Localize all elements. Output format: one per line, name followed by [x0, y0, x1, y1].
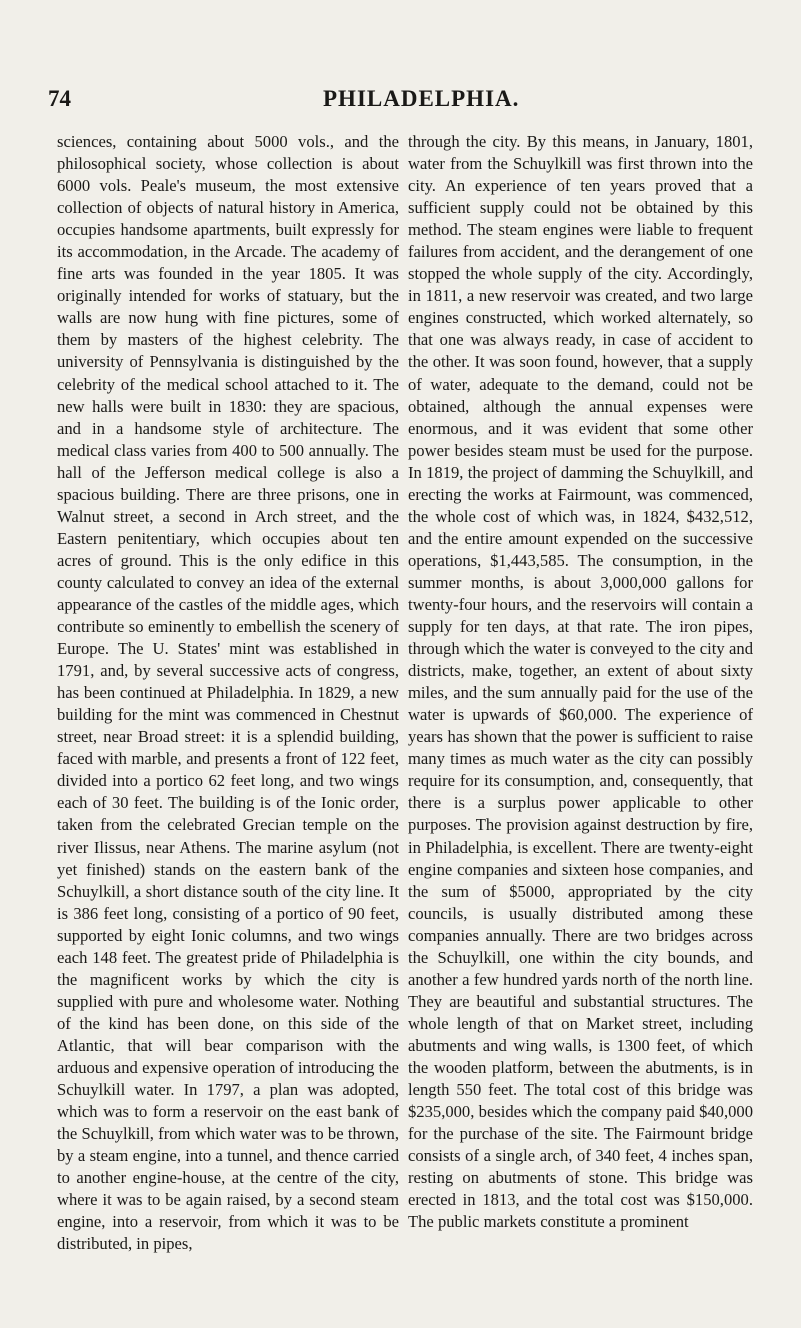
text-column-left: [57, 131, 399, 1255]
body-text-left: sciences, containing about 5000 vols., and the philosophical society, whose collection is about 6000 vols. Peale's museum, the most extensive collection of objects of natural history in America, occupies handsome apartments, built expressly for its accommodation, in the Arcade. The academy of fine arts was founded in the year 1805. It was originally intended for works of statuary, but the walls are now hung with fine pictures, some of them by masters of the highest celebrity. The university of Pennsylvania is distinguished by the celebrity of the medical school attached to it. The new halls were built in 1830: they are spacious, and in a handsome style of architecture. The medical class varies from 400 to 500 annually. The hall of the Jefferson medical college is also a spacious building. There are three prisons, one in Walnut street, a second in Arch street, and the Eastern penitentiary, which occupies about ten acres of ground. This is the only edifice in this county calculated to convey an idea of the external appearance of the castles of the middle ages, which contribute so eminently to embellish the scenery of Europe. The U. States' mint was established in 1791, and, by several successive acts of congress, has been continued at Philadelphia. In 1829, a new building for the mint was commenced in Chestnut street, near Broad street: it is a splendid building, faced with marble, and presents a front of 122 feet, divided into a portico 62 feet long, and two wings each of 30 feet. The building is of the Ionic order, taken from the celebrated Grecian temple on the river Ilissus, near Athens. The marine asylum (not yet finished) stands on the eastern bank of the Schuylkill, a short distance south of the city line. It is 386 feet long, consisting of a portico of 90 feet, supported by eight Ionic columns, and two wings each 148 feet. The greatest pride of Philadelphia is the magnificent works by which the city is supplied with pure and wholesome water. Nothing of the kind has been done, on this side of the Atlantic, that will bear comparison with the arduous and expensive operation of introducing the Schuylkill water. In 1797, a plan was adopted, which was to form a reservoir on the east bank of the Schuylkill, from which water was to be thrown, by a steam engine, into a tunnel, and thence carried to another engine-house, at the centre of the city, where it was to be again raised, by a second steam engine, into a reservoir, from which it was to be distributed, in pipes,: [57, 132, 399, 1254]
running-head: PHILADELPHIA.: [323, 86, 520, 111]
page-number: 74: [48, 86, 71, 111]
body-text-right: through the city. By this means, in January, 1801, water from the Schuylkill was first thrown into the city. An experience of ten years proved that a sufficient supply could not be obtained by this method. The steam engines were liable to frequent failures from accident, and the derangement of one stopped the whole supply of the city. Accordingly, in 1811, a new reservoir was created, and two large engines constructed, which worked alternately, so that one was always ready, in case of accident to the other. It was soon found, however, that a supply of water, adequate to the demand, could not be obtained, although the annual expenses were enormous, and it was evident that some other power besides steam must be used for the purpose. In 1819, the project of damming the Schuylkill, and erecting the works at Fairmount, was commenced, the whole cost of which was, in 1824, $432,512, and the entire amount expended on the successive operations, $1,443,585. The consumption, in the summer months, is about 3,000,000 gallons for twenty-four hours, and the reservoirs will contain a supply for ten days, at that rate. The iron pipes, through which the water is conveyed to the city and districts, make, together, an extent of about sixty miles, and the sum annually paid for the use of the water is upwards of $60,000. The experience of years has shown that the power is sufficient to raise many times as much water as the city can possibly require for its consumption, and, consequently, that there is a surplus power applicable to other purposes. The provision against destruction by fire, in Philadelphia, is excellent. There are twenty-eight engine companies and sixteen hose companies, and the sum of $5000, appropriated by the city councils, is usually distributed among these companies annually. There are two bridges across the Schuylkill, one within the city bounds, and another a few hundred yards north of the north line. They are beautiful and substantial structures. The whole length of that on Market street, including abutments and wing walls, is 1300 feet, of which the wooden platform, between the abutments, is in length 550 feet. The total cost of this bridge was $235,000, besides which the company paid $40,000 for the purchase of the site. The Fairmount bridge consists of a single arch, of 340 feet, 4 inches span, resting on abutments of stone. This bridge was erected in 1813, and the total cost was $150,000. The public markets constitute a prominent: [408, 132, 753, 1232]
page-header: [48, 86, 761, 116]
text-column-right: [408, 131, 753, 1233]
